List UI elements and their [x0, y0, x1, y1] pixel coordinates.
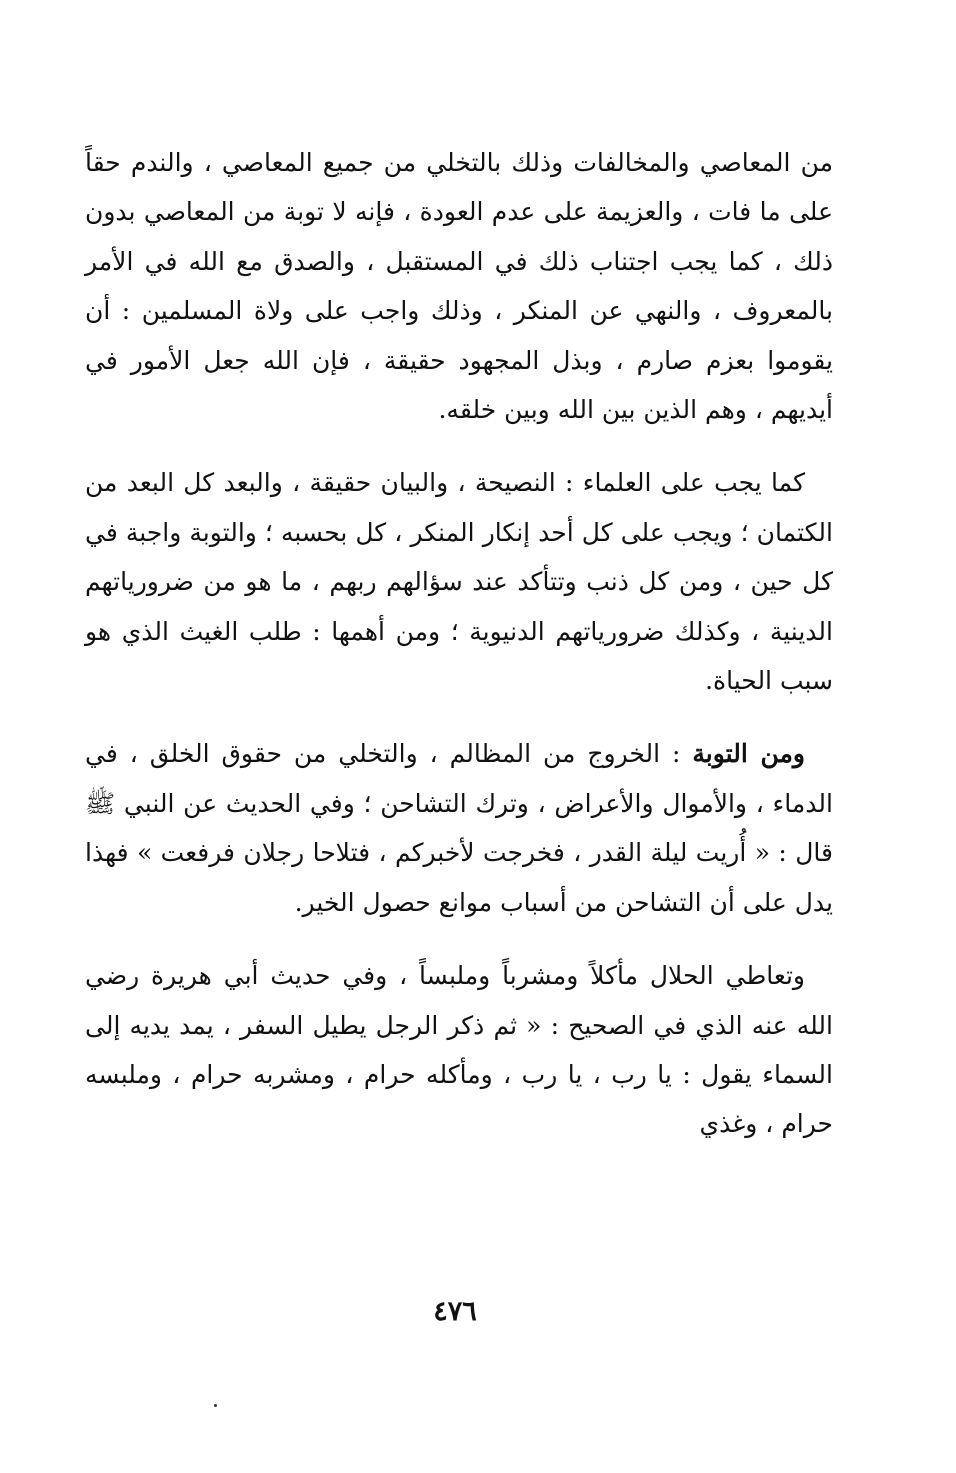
body-text [85, 138, 833, 1173]
page-number: ٤٧٦ [433, 1296, 477, 1327]
paragraph-text: من المعاصي والمخالفات وذلك بالتخلي من جميع المعاصي ، والندم حقاً على ما فات ، والعزيمة على عدم العودة ، فإنه لا توبة من المعاصي بدون ذلك ، كما يجب اجتناب ذلك في المستقبل ، والصدق مع الله في الأمر بالمعروف ، والنهي عن المنكر ، وذلك واجب على ولاة المسلمين : أن يقوموا بعزم صارم ، وبذل المجهود حقيقة ، فإن الله جعل الأمور في أيديهم ، وهم الذين بين الله وبين خلقه. [85, 148, 833, 425]
paragraph-lead-bold: ومن التوبة [692, 739, 805, 769]
paragraph-2 [85, 458, 833, 705]
scan-speck [214, 1404, 217, 1407]
paragraph-1 [85, 138, 833, 434]
paragraph-with-lead [85, 729, 833, 927]
paragraph-3 [85, 729, 833, 927]
paragraph-4 [85, 951, 833, 1149]
paragraph-text: : الخروج من المظالم ، والتخلي من حقوق الخلق ، في الدماء ، والأموال والأعراض ، وترك التشاحن ؛ وفي الحديث عن النبي ﷺ قال : « أُريت ليلة القدر ، فخرجت لأخبركم ، فتلاحا رجلان فرفعت » فهذا يدل على أن التشاحن من أسباب موانع حصول الخير. [85, 739, 833, 917]
paragraph-text: وتعاطي الحلال مأكلاً ومشرباً وملبساً ، وفي حديث أبي هريرة رضي الله عنه الذي في الصحيح : « ثم ذكر الرجل يطيل السفر ، يمد يديه إلى السماء يقول : يا رب ، يا رب ، ومأكله حرام ، ومشربه حرام ، وملبسه حرام ، وغذي [85, 961, 833, 1139]
paragraph-text: كما يجب على العلماء : النصيحة ، والبيان حقيقة ، والبعد كل البعد من الكتمان ؛ ويجب على كل أحد إنكار المنكر ، كل بحسبه ؛ والتوبة واجبة في كل حين ، ومن كل ذنب وتتأكد عند سؤالهم ربهم ، ما هو من ضرورياتهم الدينية ، وكذلك ضرورياتهم الدنيوية ؛ ومن أهمها : طلب الغيث الذي هو سبب الحياة. [85, 468, 833, 696]
